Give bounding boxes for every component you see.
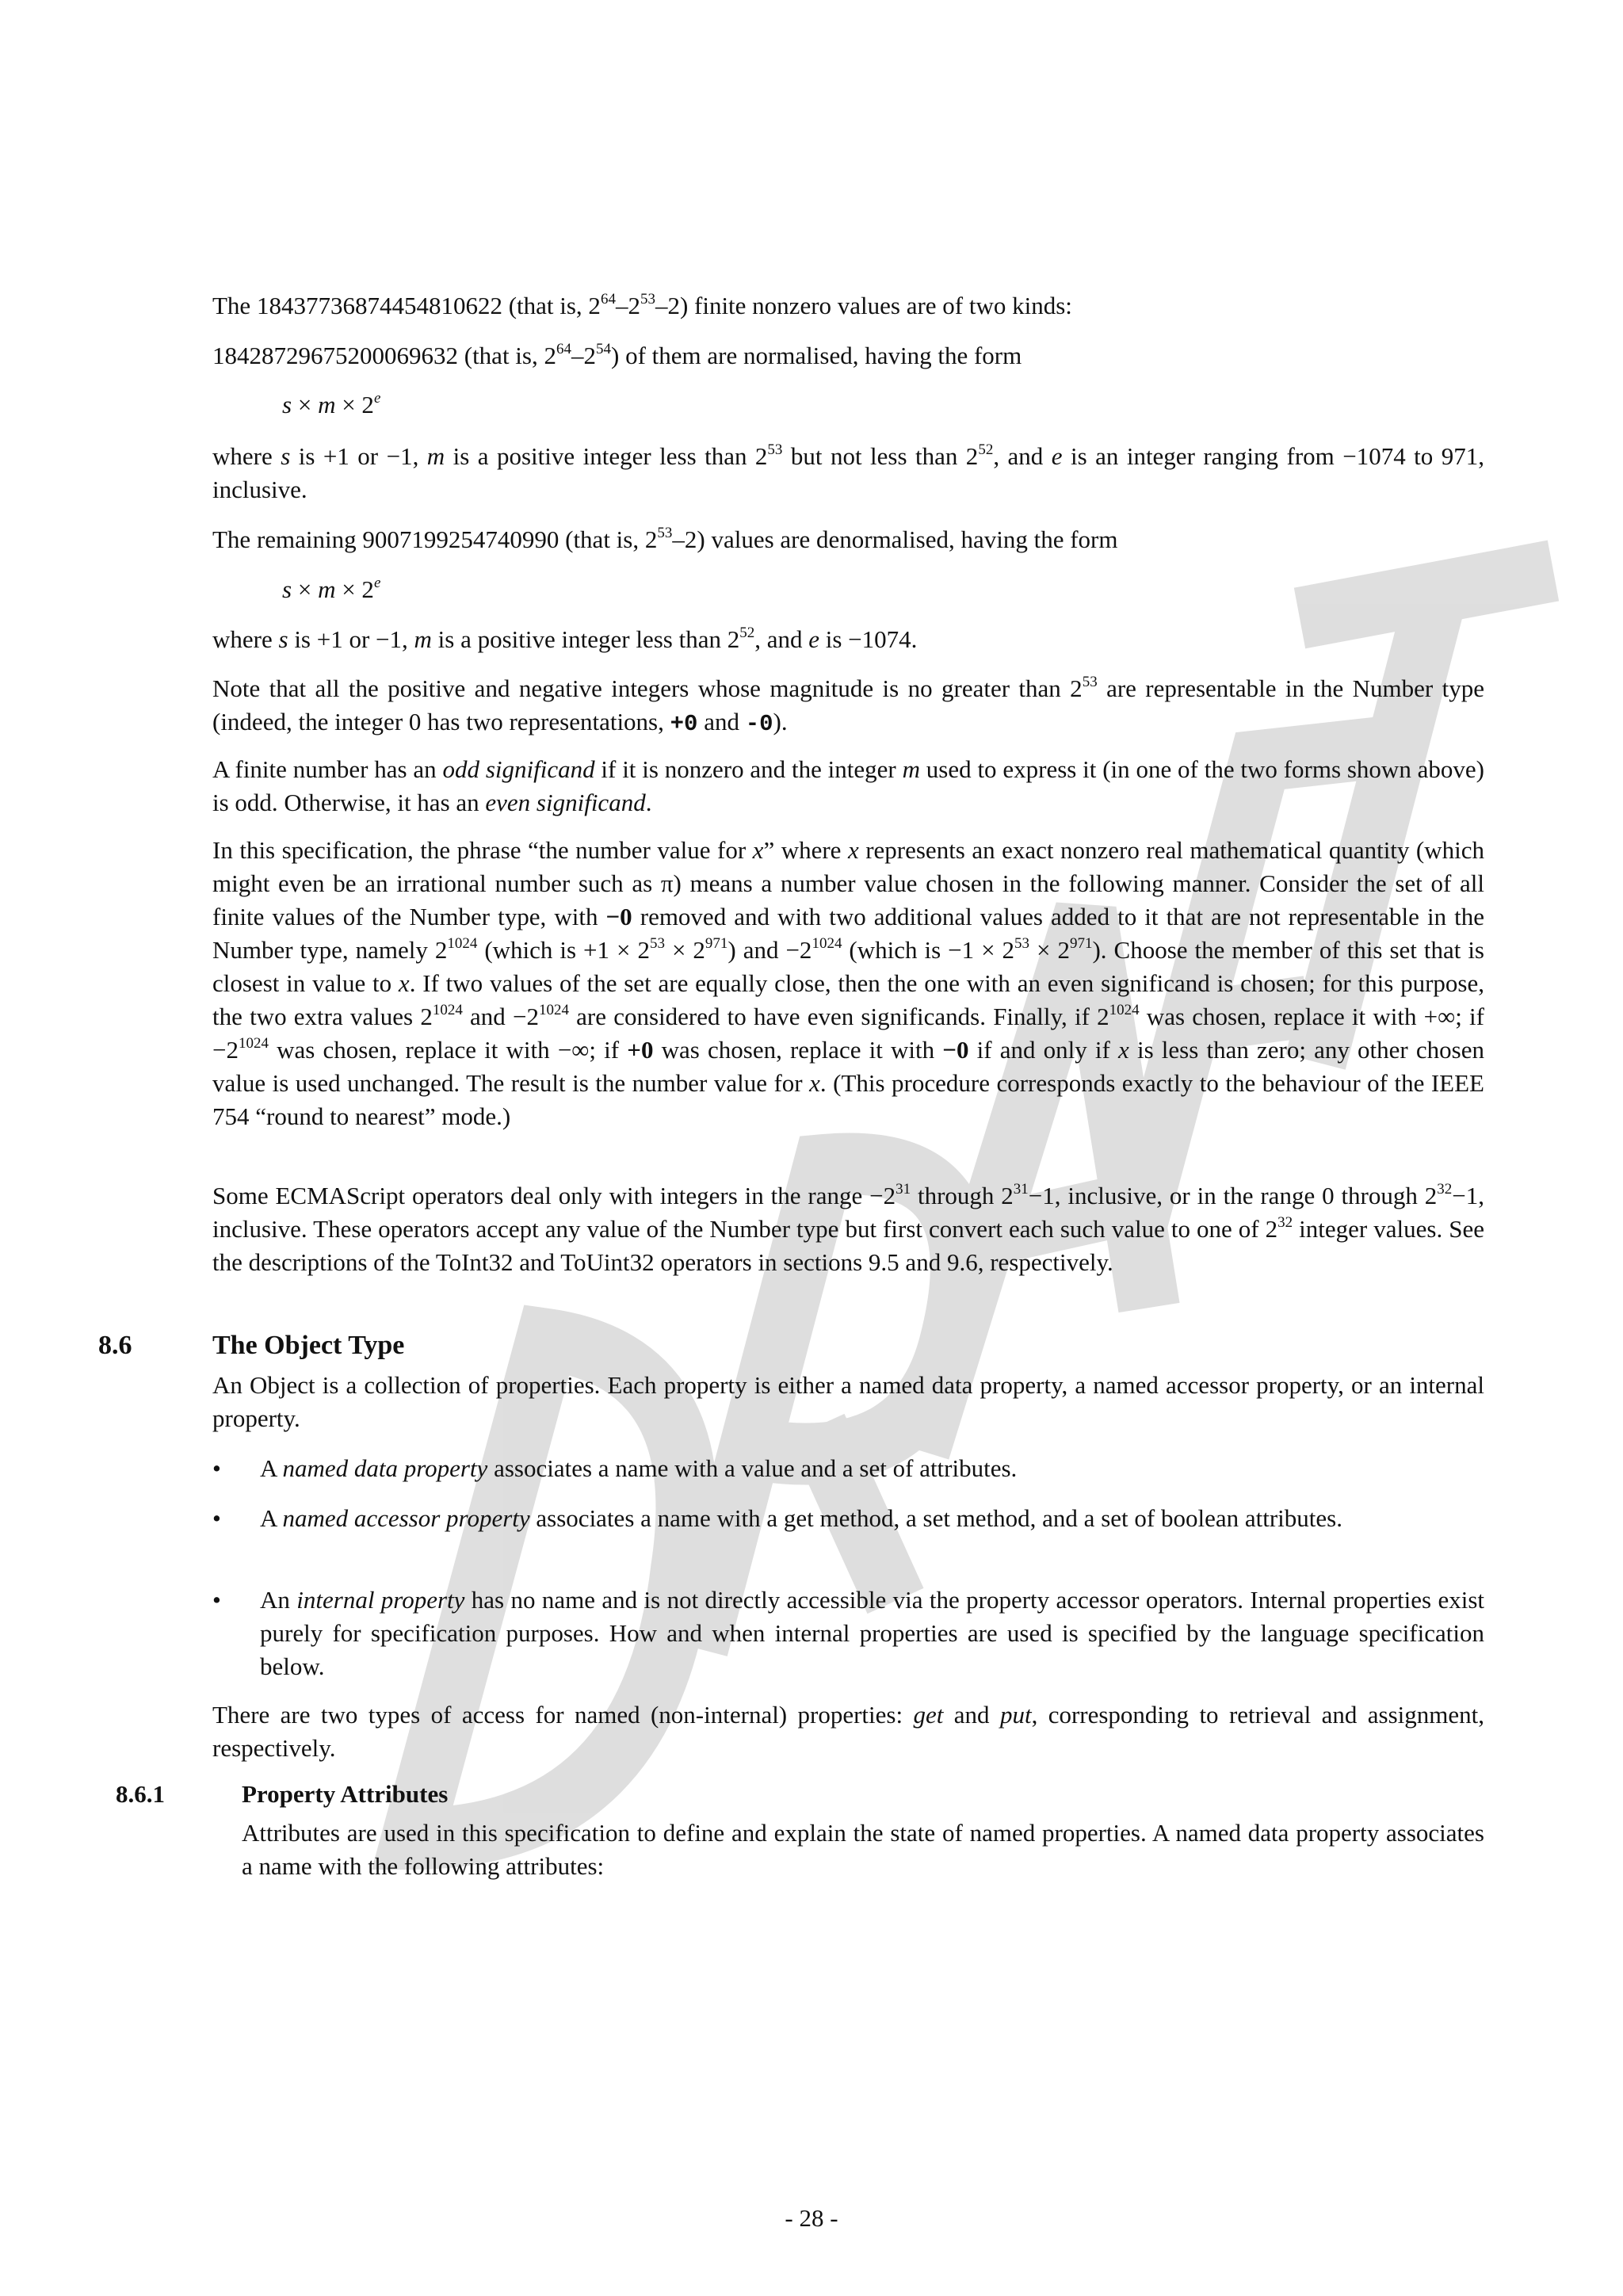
- bullet-named-accessor-property: A named accessor property associates a name with a get method, a set method, and a set of boolean attributes.: [260, 1504, 1342, 1532]
- paragraph-normalised-where: where s is +1 or −1, m is a positive integer less than $2^{53}$ but not less than $2^{52}$, and e is an integer ranging from −1074 to 971, inclusive.: [212, 441, 1484, 503]
- paragraph-integer-operators: Some ECMAScript operators deal only with integers in the range $-2^{31}$ through $2^{31}-1$, inclusive, or in the range 0 through $2^{32}-1$, inclusive. These operators accept any value of the Number type but first convert each such value to one of $2^{32}$ integer values. See the descriptions of the ToInt32 and ToUint32 operators in sections 9.5 and 9.6, respectively.: [212, 1181, 1484, 1276]
- subsection-number: 8.6.1: [116, 1780, 165, 1808]
- bullet-dot: •: [212, 1586, 221, 1614]
- paragraph-object-definition: An Object is a collection of properties. Each property is either a named data property, a named accessor property, or an internal property.: [212, 1371, 1484, 1432]
- paragraph-odd-significand: A finite number has an odd significand if it is nonzero and the integer m used to express it (in one of the two forms shown above) is odd. Otherwise, it has an even significand.: [212, 755, 1484, 816]
- subsection-title: Property Attributes: [242, 1780, 449, 1808]
- paragraph-finite-values: The 18437736874454810622 (that is, $2^{64}-2^{53}-2$) finite nonzero values are of two kinds:: [212, 291, 1072, 319]
- page-number: - 28 -: [785, 2204, 838, 2232]
- formula-normalised: $s \times m \times 2^e$: [282, 390, 381, 418]
- paragraph-access-types: There are two types of access for named (non-internal) properties: get and put, corresponding to retrieval and assignment, respectively.: [212, 1701, 1485, 1762]
- paragraph-denormalised-where: where s is +1 or −1, m is a positive integer less than $2^{52}$, and e is −1074.: [212, 625, 918, 653]
- section-number: 8.6: [98, 1331, 132, 1360]
- bullet-dot: •: [212, 1504, 221, 1532]
- bullet-named-data-property: A named data property associates a name with a value and a set of attributes.: [260, 1454, 1018, 1482]
- paragraph-denormalised: The remaining 9007199254740990 (that is, $2^{53}-2$) values are denormalised, having the form: [212, 525, 1118, 553]
- formula-denormalised: $s \times m \times 2^e$: [282, 575, 381, 603]
- bullet-dot: •: [212, 1454, 221, 1482]
- bullet-internal-property: An internal property has no name and is not directly accessible via the property accessor operators. Internal properties exist purely for specification purposes. How and when internal properties are used is specified by the language specification below.: [260, 1586, 1484, 1680]
- paragraph-integers-note: Note that all the positive and negative integers whose magnitude is no greater than $2^{53}$ are representable in the Number type (indeed, the integer 0 has two representations, +0 and -0).: [212, 674, 1485, 737]
- paragraph-number-value: In this specification, the phrase “the number value for x” where x represents an exact nonzero real mathematical quantity (which might even be an irrational number such as π) means a number value chosen in the following manner. Consider the set of all finite values of the Number type, with −0 removed and with two additional values added to it that are not representable in the Number type, namely $2^{1024}$ (which is $+1 \times 2^{53} \times 2^{971}$) and $-2^{1024}$ (which is $-1 \times 2^{53} \times 2^{971}$). Choose the member of this set that is closest in value to x. If two values of the set are equally close, then the one with an even significand is chosen; for this purpose, the two extra values $2^{1024}$ and $-2^{1024}$ are considered to have even significands. Finally, if $2^{1024}$ was chosen, replace it with +∞; if $-2^{1024}$ was chosen, replace it with −∞; if +0 was chosen, replace it with −0 if and only if x is less than zero; any other chosen value is used unchanged. The result is the number value for x. (This procedure corresponds exactly to the behaviour of the IEEE 754 “round to nearest” mode.): [212, 836, 1485, 1130]
- section-title: The Object Type: [212, 1331, 405, 1360]
- paragraph-attributes: Attributes are used in this specification to define and explain the state of named properties. A named data property associates a name with the following attributes:: [242, 1819, 1484, 1880]
- paragraph-normalised: 18428729675200069632 (that is, $2^{64}-2^{54}$) of them are normalised, having the form: [212, 341, 1022, 369]
